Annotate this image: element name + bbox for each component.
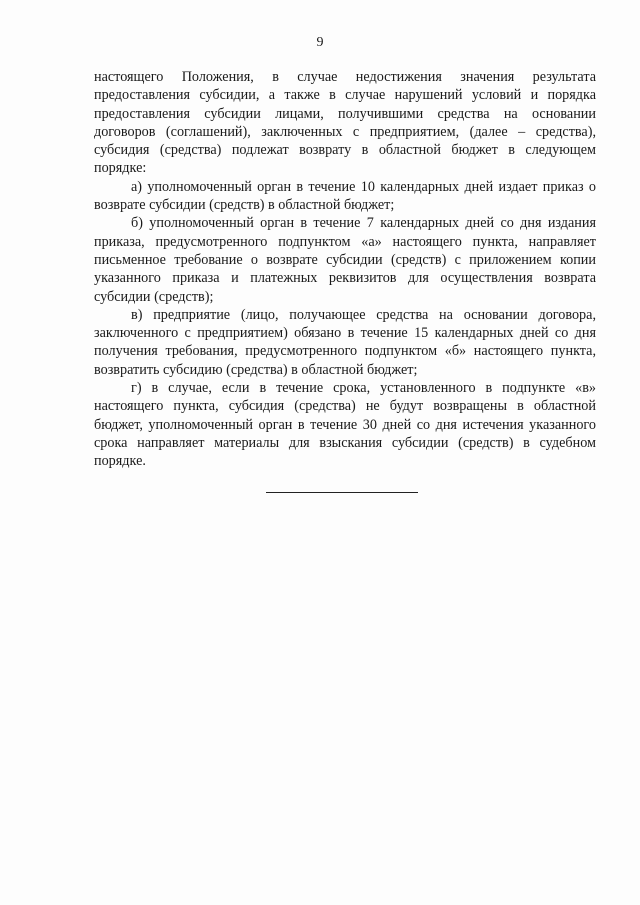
paragraph-intro: настоящего Положения, в случае недостижения значения результата предоставления субсидии, а также в случае нарушений условий и порядка предоставления субсидии лицами, получившими средства на основании договоров (соглашений), заключенных с предприятием, (далее – средства), субсидия (средства) подлежат возврату в областной бюджет в следующем порядке: xyxy=(94,69,596,177)
paragraph-item-v: в) предприятие (лицо, получающее средства на основании договора, заключенного с предприятием) обязано в течение 15 календарных дней со дня получения требования, предусмотренного подпунктом «б» настоящего пункта, возвратить субсидию (средства) в областной бюджет; xyxy=(94,306,596,378)
end-separator-line xyxy=(266,492,418,493)
paragraph-item-b: б) уполномоченный орган в течение 7 календарных дней со дня издания приказа, предусмотренного подпунктом «а» настоящего пункта, направляет письменное требование о возврате субсидии (средств) с приложением копии указанного приказа и платежных реквизитов для осуществления возврата субсидии (средств); xyxy=(94,215,596,305)
page-number: 9 xyxy=(316,35,324,50)
paragraph-item-a: а) уполномоченный орган в течение 10 календарных дней издает приказ о возврате субсидии (средств) в областной бюджет; xyxy=(94,178,596,214)
paragraph-item-g: г) в случае, если в течение срока, установленного в подпункте «в» настоящего пункта, субсидия (средства) не будут возвращены в областной бюджет, уполномоченный орган в течение 30 дней со дня истечения указанного срока направляет материалы для взыскания субсидии (средств) в судебном порядке. xyxy=(94,380,596,470)
document-body xyxy=(94,68,596,471)
